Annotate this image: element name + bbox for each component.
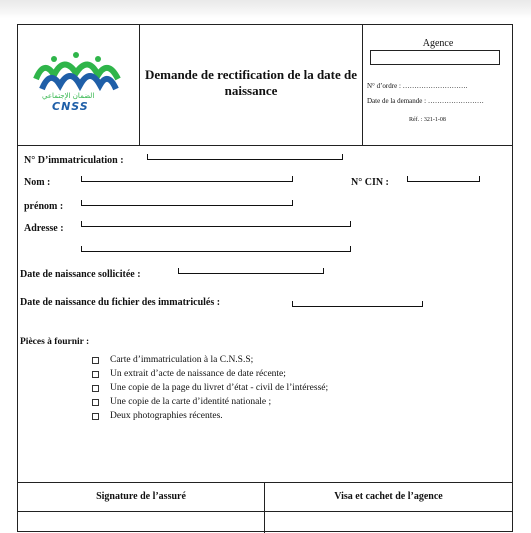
title-cell-divider [362,25,363,145]
checkbox[interactable] [92,399,99,406]
cnss-logo [32,45,122,115]
window-top-shadow [0,0,531,18]
checkbox[interactable] [92,413,99,420]
piece-item-label: Une copie de la carte d’identité nationale ; [110,397,272,407]
logo-cell-divider [139,25,140,145]
cin-label: N° CIN : [351,177,389,188]
checkbox[interactable] [92,385,99,392]
birthdate-file-field[interactable] [292,301,423,307]
header-box [17,24,513,146]
agency-field[interactable] [370,50,500,65]
piece-item-label: Deux photographies récentes. [110,411,223,421]
nom-field[interactable] [81,176,293,182]
piece-item [92,355,253,365]
form-body [17,145,513,483]
piece-item [92,369,286,379]
signature-label: Signature de l’assuré [96,491,186,502]
piece-item [92,383,328,393]
signature-table [17,482,513,532]
cin-field[interactable] [407,176,480,182]
agency-label: Agence [422,38,454,49]
checkbox[interactable] [92,357,99,364]
visa-label: Visa et cachet de l’agence [334,491,443,502]
piece-item-label: Une copie de la page du livret d’état - civil de l’intéressé; [110,383,329,393]
piece-item [92,411,223,421]
piece-item-label: Un extrait d’acte de naissance de date récente; [110,369,286,379]
page-title: Demande de rectification de la date de naissance [144,67,358,98]
reference-label: Réf. : 321-1-08 [409,117,446,123]
prenom-label: prénom : [24,201,64,212]
visa-area[interactable] [265,512,512,533]
birthdate-file-label: Date de naissance du fichier des immatriculés : [20,297,221,308]
immatriculation-label: N° D’immatriculation : [24,155,124,166]
adresse-field-line1[interactable] [81,221,351,227]
birthdate-requested-field[interactable] [178,268,324,274]
logo-arabic-text: الضمان الإجتماعي [42,92,95,100]
birthdate-requested-label: Date de naissance sollicitée : [20,269,141,280]
adresse-field-line2[interactable] [81,246,351,252]
piece-item [92,397,271,407]
adresse-label: Adresse : [24,223,64,234]
signature-area[interactable] [18,512,264,533]
request-date-label: Date de la demande : …………………… [367,97,484,105]
immatriculation-field[interactable] [147,154,343,160]
nom-label: Nom : [24,177,51,188]
logo-cnss-text: CNSS [52,100,89,113]
prenom-field[interactable] [81,200,293,206]
cnss-logo-emblem [32,45,122,93]
order-number-label: N° d’ordre : ………………………. [367,82,468,90]
piece-item-label: Carte d’immatriculation à la C.N.S.S; [110,355,254,365]
checkbox[interactable] [92,371,99,378]
pieces-title: Pièces à fournir : [20,337,90,347]
